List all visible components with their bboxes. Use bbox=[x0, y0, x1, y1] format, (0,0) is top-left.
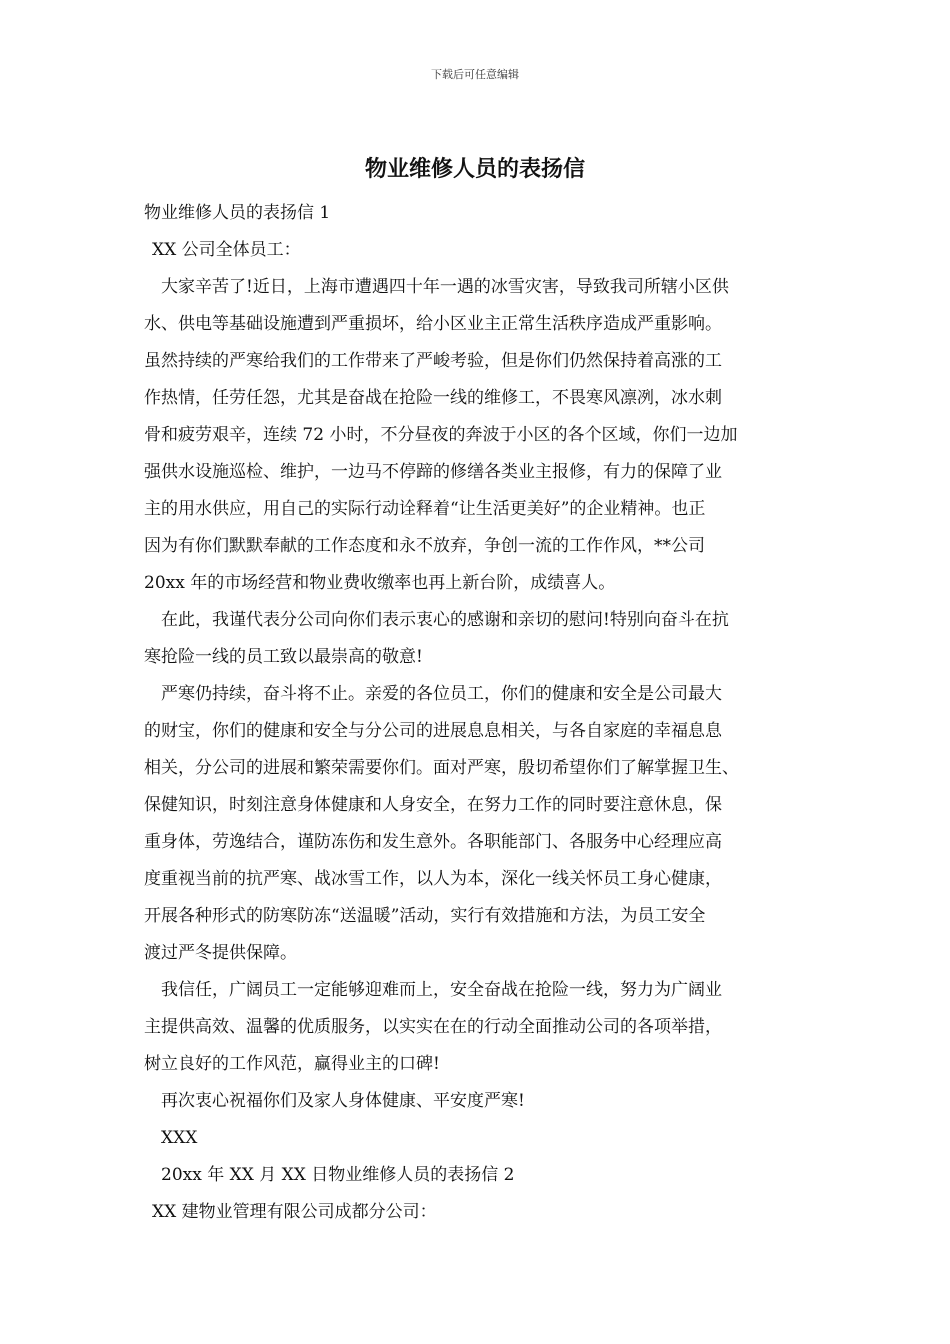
paragraph-line: 在此，我谨代表分公司向你们表示衷心的感谢和亲切的慰问!特别向奋斗在抗 bbox=[161, 610, 729, 630]
header-note: 下载后可任意编辑 bbox=[431, 68, 519, 81]
paragraph-line: 我信任，广阔员工一定能够迎难而上，安全奋战在抢险一线，努力为广阔业 bbox=[161, 980, 722, 1000]
letter-subtitle: 物业维修人员的表扬信 1 bbox=[144, 203, 331, 223]
second-salutation: XX 建物业管理有限公司成都分公司： bbox=[152, 1202, 437, 1222]
closing-wish: 再次衷心祝福你们及家人身体健康、平安度严寒! bbox=[161, 1091, 525, 1111]
paragraph-line: 作热情，任劳任怨，尤其是奋战在抢险一线的维修工，不畏寒风凛冽，冰水刺 bbox=[144, 388, 722, 408]
paragraph-line: 因为有你们默默奉献的工作态度和永不放弃，争创一流的工作作风，**公司 bbox=[144, 536, 705, 556]
paragraph-line: 的财宝，你们的健康和安全与分公司的进展息息相关，与各自家庭的幸福息息 bbox=[144, 721, 722, 741]
paragraph-line: 水、供电等基础设施遭到严重损坏，给小区业主正常生活秩序造成严重影响。 bbox=[144, 314, 722, 334]
paragraph-line: 虽然持续的严寒给我们的工作带来了严峻考验，但是你们仍然保持着高涨的工 bbox=[144, 351, 722, 371]
paragraph-line: 20xx 年的市场经营和物业费收缴率也再上新台阶，成绩喜人。 bbox=[144, 573, 616, 593]
paragraph-line: 大家辛苦了!近日，上海市遭遇四十年一遇的冰雪灾害，导致我司所辖小区供 bbox=[161, 277, 729, 297]
salutation: XX 公司全体员工： bbox=[152, 240, 301, 260]
paragraph-line: 度重视当前的抗严寒、战冰雪工作，以人为本，深化一线关怀员工身心健康， bbox=[144, 869, 722, 889]
paragraph-line: 保健知识，时刻注意身体健康和人身安全，在努力工作的同时要注意休息，保 bbox=[144, 795, 722, 815]
paragraph-line: 骨和疲劳艰辛，连续 72 小时，不分昼夜的奔波于小区的各个区域，你们一边加 bbox=[144, 425, 738, 445]
signature: XXX bbox=[161, 1128, 198, 1148]
paragraph-line: 相关，分公司的进展和繁荣需要你们。面对严寒，殷切希望你们了解掌握卫生、 bbox=[144, 758, 739, 778]
paragraph-line: 严寒仍持续，奋斗将不止。亲爱的各位员工，你们的健康和安全是公司最大 bbox=[161, 684, 722, 704]
paragraph-line: 主提供高效、温馨的优质服务，以实实在在的行动全面推动公司的各项举措， bbox=[144, 1017, 722, 1037]
paragraph-line: 强供水设施巡检、维护，一边马不停蹄的修缮各类业主报修，有力的保障了业 bbox=[144, 462, 722, 482]
paragraph-line: 渡过严冬提供保障。 bbox=[144, 943, 297, 963]
paragraph-line: 树立良好的工作风范，赢得业主的口碑! bbox=[144, 1054, 440, 1074]
date-and-next-title: 20xx 年 XX 月 XX 日物业维修人员的表扬信 2 bbox=[161, 1165, 515, 1185]
paragraph-line: 寒抢险一线的员工致以最崇高的敬意! bbox=[144, 647, 423, 667]
paragraph-line: 重身体，劳逸结合，谨防冻伤和发生意外。各职能部门、各服务中心经理应高 bbox=[144, 832, 722, 852]
document-title: 物业维修人员的表扬信 bbox=[364, 156, 585, 182]
letter-body bbox=[144, 195, 824, 1231]
paragraph-line: 开展各种形式的防寒防冻“送温暖”活动，实行有效措施和方法，为员工安全 bbox=[144, 906, 706, 926]
paragraph-line: 主的用水供应，用自己的实际行动诠释着“让生活更美好”的企业精神。也正 bbox=[144, 499, 706, 519]
